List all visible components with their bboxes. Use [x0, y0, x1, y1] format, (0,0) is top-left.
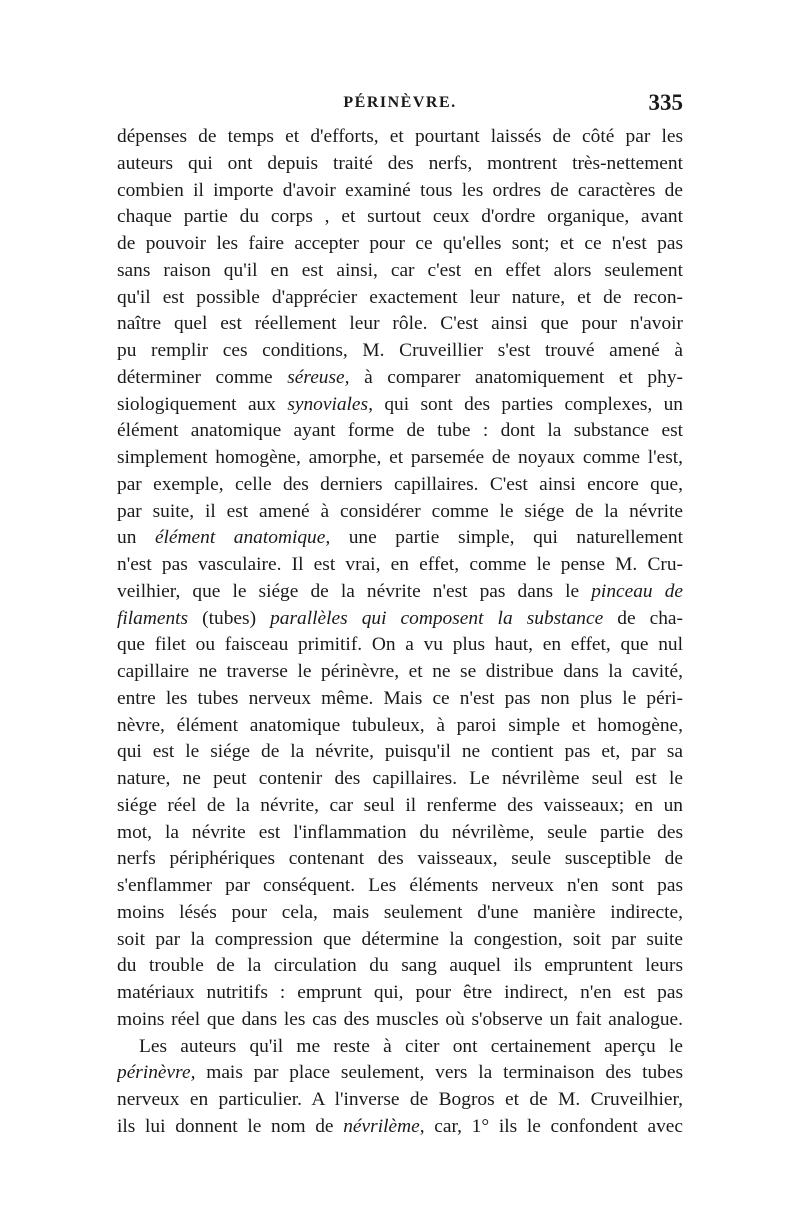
- text-line: [117, 1114, 683, 1141]
- text-line: [117, 472, 683, 499]
- text-segment: , car, 1° ils le confondent avec: [419, 1115, 683, 1137]
- text-line: [117, 258, 683, 285]
- text-segment: n'est pas vasculaire. Il est vrai, en effet, comme le pense M. Cru-: [117, 554, 683, 575]
- text-segment: élément anatomique ayant forme de tube : dont la substance est: [117, 420, 683, 442]
- text-segment: déterminer comme: [117, 366, 288, 388]
- text-line: [117, 980, 683, 1007]
- text-segment: nèvre, élément anatomique tubuleux, à paroi simple et homogène,: [117, 714, 683, 736]
- page-number: 335: [648, 90, 683, 115]
- text-segment: nature, ne peut contenir des capillaires. Le névrilème seul est le: [117, 768, 683, 789]
- italic-segment: névrilème: [343, 1115, 420, 1137]
- text-line: [117, 285, 683, 312]
- text-line: [117, 953, 683, 980]
- text-segment: par exemple, celle des derniers capillaires. C'est ainsi encore que,: [117, 473, 683, 495]
- text-line: [117, 338, 683, 365]
- text-segment: nerfs périphériques contenant des vaisseaux, seule susceptible de: [117, 848, 683, 870]
- text-segment: mot, la névrite est l'inflammation du névrilème, seule partie des: [117, 821, 683, 843]
- italic-segment: filaments: [117, 607, 189, 629]
- text-line: [117, 1087, 683, 1114]
- text-segment: pu remplir ces conditions, M. Cruveillier s'est trouvé amené à: [117, 340, 683, 361]
- text-line: [117, 525, 683, 552]
- text-line: [117, 1034, 683, 1061]
- text-line: [117, 311, 683, 338]
- text-line: [117, 606, 683, 633]
- text-segment: ils lui donnent le nom de: [117, 1115, 344, 1137]
- italic-segment: périnèvre,: [117, 1062, 196, 1084]
- text-segment: que filet ou faisceau primitif. On a vu plus haut, en effet, que nul: [117, 634, 683, 656]
- text-line: [117, 178, 683, 205]
- text-segment: moins réel que dans les cas des muscles où s'observe un fait analogue.: [117, 1008, 683, 1030]
- text-line: [117, 418, 683, 445]
- text-line: [117, 231, 683, 258]
- text-segment: combien il importe d'avoir examiné tous les ordres de caractères de: [117, 179, 683, 201]
- body-text: [117, 124, 683, 1141]
- text-line: [117, 820, 683, 847]
- text-line: [117, 686, 683, 713]
- text-segment: une partie simple, qui naturellement: [330, 527, 683, 549]
- text-line: [117, 1007, 683, 1034]
- text-segment: s'enflammer par conséquent. Les éléments nerveux n'en sont pas: [117, 875, 683, 896]
- text-segment: qu'il est possible d'apprécier exactement leur nature, et de recon-: [117, 286, 683, 308]
- italic-segment: séreuse,: [287, 366, 350, 388]
- text-line: [117, 1060, 683, 1087]
- text-segment: matériaux nutritifs : emprunt qui, pour être indirect, n'en est pas: [117, 982, 683, 1003]
- text-segment: qui est le siége de la névrite, puisqu'il ne contient pas et, par sa: [117, 741, 683, 763]
- text-segment: entre les tubes nerveux même. Mais ce n'est pas non plus le péri-: [117, 687, 683, 709]
- text-segment: de pouvoir les faire accepter pour ce qu'elles sont; et ce n'est pas: [117, 233, 683, 254]
- text-segment: siologiquement aux: [117, 393, 288, 415]
- text-segment: mais par place seulement, vers la terminaison des tubes: [195, 1062, 683, 1084]
- text-line: [117, 499, 683, 526]
- text-line: [117, 927, 683, 954]
- italic-segment: élément anatomique,: [154, 527, 331, 549]
- text-line: [117, 793, 683, 820]
- italic-segment: synoviales,: [287, 393, 373, 415]
- text-line: [117, 445, 683, 472]
- text-line: [117, 632, 683, 659]
- text-line: [117, 151, 683, 178]
- text-line: [117, 365, 683, 392]
- text-segment: soit par la compression que détermine la congestion, soit par suite: [117, 928, 683, 950]
- text-segment: de cha-: [603, 607, 683, 629]
- text-segment: moins lésés pour cela, mais seulement d'une manière indirecte,: [117, 901, 683, 923]
- italic-segment: parallèles qui composent la substance: [270, 607, 604, 629]
- text-segment: sans raison qu'il en est ainsi, car c'est en effet alors seulement: [117, 259, 683, 281]
- text-line: [117, 204, 683, 231]
- text-segment: nerveux en particulier. A l'inverse de Bogros et de M. Cruveilhier,: [117, 1089, 683, 1110]
- text-segment: par suite, il est amené à considérer comme le siége de la névrite: [117, 500, 683, 522]
- text-line: [117, 739, 683, 766]
- text-segment: dépenses de temps et d'efforts, et pourtant laissés de côté par les: [117, 126, 683, 147]
- text-segment: simplement homogène, amorphe, et parsemée de noyaux comme l'est,: [117, 447, 683, 468]
- text-line: [117, 713, 683, 740]
- text-segment: veilhier, que le siége de la névrite n'est pas dans le: [117, 580, 592, 602]
- running-head: [117, 90, 683, 120]
- text-line: [117, 900, 683, 927]
- italic-segment: pinceau de: [591, 580, 683, 602]
- text-line: [117, 873, 683, 900]
- text-line: [117, 552, 683, 579]
- text-line: [117, 659, 683, 686]
- text-segment: auteurs qui ont depuis traité des nerfs, montrent très-nettement: [117, 152, 683, 174]
- text-line: [117, 579, 683, 606]
- text-line: [117, 766, 683, 793]
- text-segment: du trouble de la circulation du sang auquel ils empruntent leurs: [117, 955, 683, 977]
- text-segment: à comparer anatomiquement et phy-: [349, 366, 683, 388]
- text-segment: siége réel de la névrite, car seul il renferme des vaisseaux; en un: [117, 794, 683, 816]
- text-line: [117, 392, 683, 419]
- text-segment: chaque partie du corps , et surtout ceux d'ordre organique, avant: [117, 206, 683, 228]
- running-title: PÉRINÈVRE.: [343, 94, 457, 111]
- text-segment: (tubes): [188, 607, 271, 629]
- text-line: [117, 846, 683, 873]
- text-segment: naître quel est réellement leur rôle. C'est ainsi que pour n'avoir: [117, 313, 683, 335]
- text-segment: capillaire ne traverse le périnèvre, et ne se distribue dans la cavité,: [117, 661, 683, 682]
- text-line: [117, 124, 683, 151]
- text-segment: qui sont des parties complexes, un: [372, 393, 683, 415]
- text-segment: Les auteurs qu'il me reste à citer ont certainement aperçu le: [139, 1035, 683, 1057]
- text-segment: un: [117, 527, 155, 549]
